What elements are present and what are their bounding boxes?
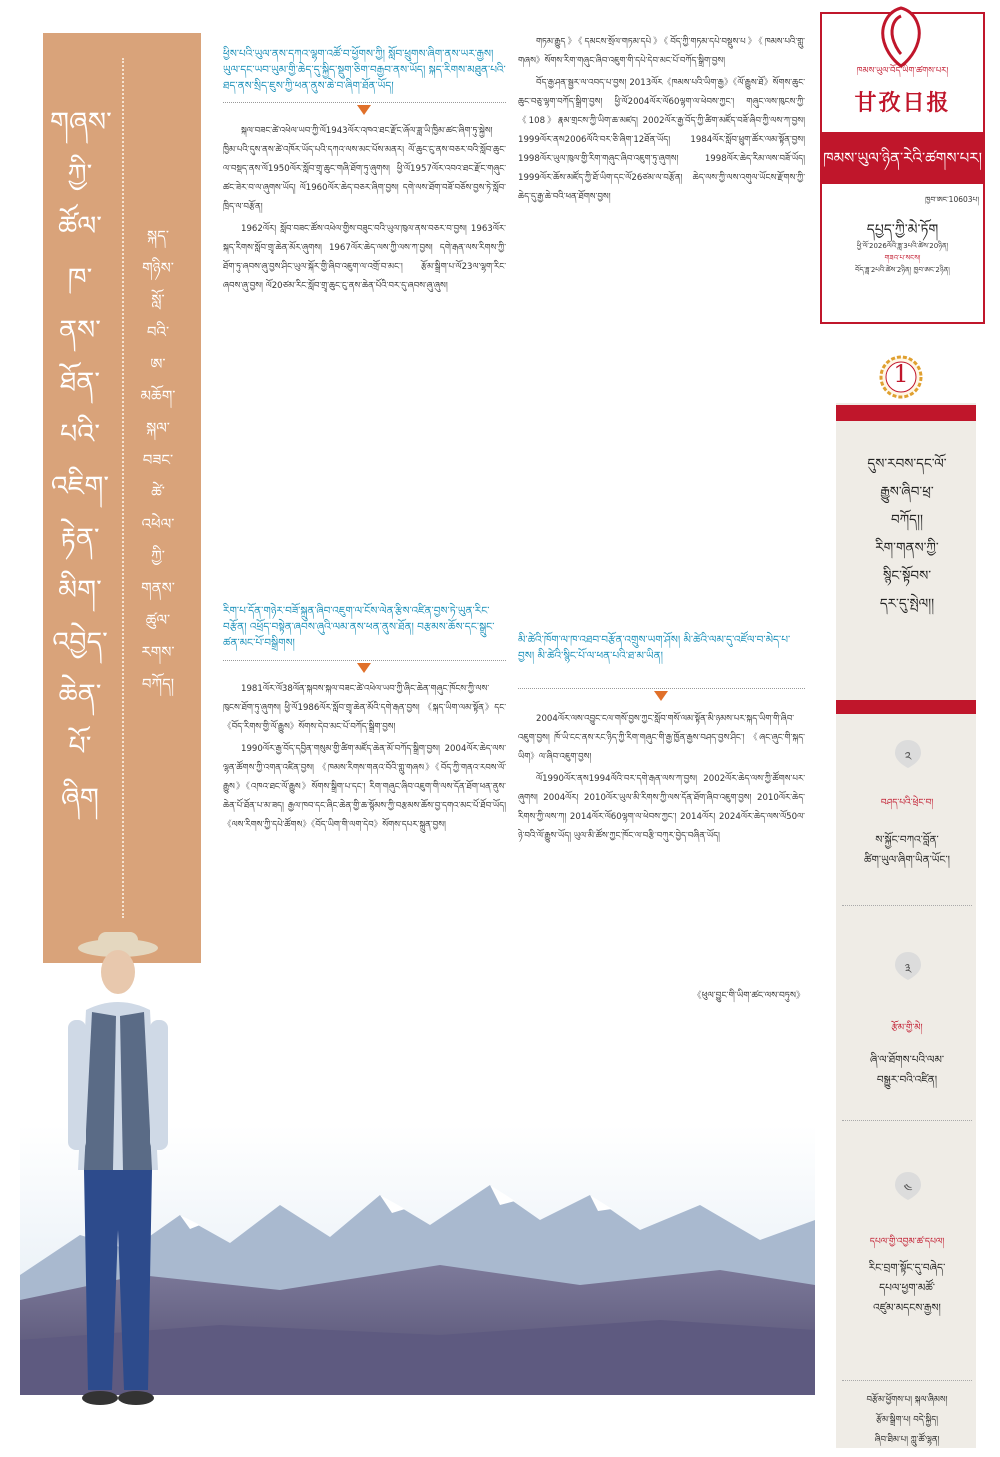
subtitle-syllable: ཚུལ་ [145,611,171,629]
sidebar-divider [842,1120,972,1121]
headline-syllable: ཞིག [61,783,99,814]
headline-syllable: ཆེན་ [58,679,102,710]
section-subheading: མི་ཚེའི་ཁོག་ལ་ཁ་འཐབ་བརྩོན་འགྲུས་ཡག་ཤོས། མི་ཚེའི་ལམ་དུ་འཛོལ་བ་མེད་པ་བྱས། མི་ཚེའི་སྙིང་པོ་ལ་ཕན་པའི་ཐ་མ་ཡིན། [518,634,791,662]
section-marker-icon [654,691,668,701]
sidebar-item-label: བཤད་པའི་ཕྲེང་བ། [880,798,934,808]
sidebar-item-label: དཔལ་གྱི་འབྱམ་ཚ་དཔལ། [869,1237,945,1247]
paragraph: 1990ལོར་རྒྱ་བོད་དབྱིན་གསུམ་གྱི་ཚིག་མཛོད་ཆེན་མོ་བཀོད་སྒྲིག་བྱས། 2004ལོར་ཆེད་ལས་ལྷན་ཚོགས་ཀྱི་འགན་འཛིན་བྱས། 《ཁམས་རིགས་གནའ་བོའི་གླུ་གཞས》《བོད་ཀྱི་གནའ་རབས་ལོ་རྒྱུས》《འཁའ་ཐང་ལོ་རྒྱུས》སོགས་སྒྲིག་པ་དང་། རིག་གཞུང་ཞིབ་འཇུག་གི་ལས་དོན་ཐོག་ཕན་ནུས་ཆེན་པོ་ཐོན་པ་མ་ཟད། རྒྱལ་ཁབ་དང་ཞིང་ཆེན་གྱི་ཆ་སྙོམས་ཀྱི་བརྩམས་ཆོས་བྱ་དགའ་མང་པོ་ཐོབ་ཡོད། 《ལས་རིགས་ཀྱི་དཔེ་ཚོགས》《བོད་ཡིག་གི་ལག་དེབ》སོགས་དཔར་སྐྲུན་བྱས། [223,744,506,830]
headline-syllable: གཞས་ [50,107,112,138]
paragraph: 2004ལོར་ལས་འབྱུང་ངལ་གསོ་བྱས་ཀྱང་སློབ་གསོ་ལམ་སྟོན་མི་ཉམས་པར་སྐད་ཡིག་གི་ཞིབ་འཇུག་བྱས། ཁོ་ཡི་ངང་ནས་རང་ཉིད་ཀྱི་རིག་གཞུང་གི་རྒྱ་ཁྱོན་རྒྱས་བཤད་བྱས་ཤིང་། 《ཞང་ཞུང་གི་སྐད་ཡིག》ལ་ཞིབ་འཇུག་བྱས། [518,714,805,762]
conch-emblem-icon [874,6,928,68]
item-line: ཚིག་ཡུལ་ཞིག་ཡིན་ཡོང་། [864,854,950,866]
subtitle-syllable: གནས་ [141,579,175,597]
subtitle-syllable: རགས་ [141,643,175,661]
subtitle-syllable: ཚེ་ [151,483,165,501]
section-marker-icon [357,663,371,673]
sidebar-item-headline[interactable] [842,830,972,870]
subhead-divider [223,660,506,661]
sidebar-item-headline[interactable] [842,1258,972,1318]
sidebar-item-number: ༢ [904,750,912,765]
masthead-meta [826,240,979,276]
headline-syllable: རྟེན་ [60,523,100,554]
subtitle-syllable: སྐད་ [147,227,169,245]
section-name: དཔྱད་ཀྱི་མེ་ཏོག [866,222,939,238]
vertical-headline [50,98,110,826]
sidebar-divider [842,1380,972,1381]
headline-syllable: ཐོན་ [60,367,100,398]
date-line: ཕྱི་ལོ་2026ལོའི་ཟླ་3པའི་ཚེས་20ཉིན། [856,242,949,250]
subtitle-syllable: ཨ་ [150,355,166,373]
paragraph: བོད་རྒྱ་ཤན་སྦྱར་ལ་འབད་པ་བྱས། 2013ལོར《ཁམས་པའི་ཡིག་རྒྱ》《ལོ་རྒྱུས་ཐོ》སོགས་ཆུང་ཆུང་བཅུ་ལྷག་བཀོད་སྒྲིག་བྱས། ཕྱི་ལོ2004ལོར་ལོ60ལྷག་ལ་ཕེབས་ཀྱང་། གཞུང་ལས་ཁུངས་ཀྱི་《108》རྣམ་གྲངས་ཀྱི་ཡིག་ཆ་མཛད། 2002ལོར་རྒྱ་བོད་ཀྱི་ཚིག་མཛོད་བཟོ་ཞིབ་ཀྱི་ལས་ཀ་བྱས། 1999ལོར་ནས2006ལོའི་བར་ཅི་ཞིག་12ཐོན་ཡོད། 1984ལོར་སློབ་ཕྲུག་ཚོར་ལམ་སྟོན་བྱས། 1998ལོར་ཡུལ་ཁུལ་གྱི་རིག་གཞུང་ཞིབ་འཇུག་ཏུ་ཞུགས། 1998ལོར་ཆེད་རིམ་ལས་བཟོ་ཡོད། 1999ལོར་ཆོས་མཛོད་ཀྱི་ཐོ་ཡིག་དང་ལོ26ཙམ་ལ་བརྩོན། ཆེད་ལས་ཀྱི་ལས་འགུལ་ཡོངས་རྫོགས་ཀྱི་ཆེད་དུ་རྒྱ་ཆེ་བའི་ཕན་ཐོགས་བྱས། [518,78,805,202]
title-line: སྙིང་སྟོབས་ [882,568,932,584]
article-column-2-bottom [518,710,805,982]
paragraph: 1962ལོར། སློབ་བཟང་ཚོས་འཕེལ་གྱིས་བཟུང་བའི་ཡུལ་ཁུལ་ནས་བཅར་བ་བྱས། 1963ལོར་སྐད་རིགས་སློབ་གྲྭ་ཆེན་མོར་ཞུགས། 1967ལོར་ཆེད་ལས་ཀྱི་ལས་ཀ་བྱས། དགེ་རྒན་ལས་རིགས་ཀྱི་ཐོག་ཏུ་ཞབས་ཞུ་བྱས་ཤིང་ཡུལ་སྐོར་གྱི་ཞིབ་འཇུག་ལ་འགྲོ་བ་མང་། རྩོམ་སྒྲིག་པ་ལོ23ལ་ལྷག་རིང་ཞབས་ཞུ་བྱས། ལོ20ཙམ་རིང་སློབ་གྲྭ་ཆུང་ངུ་ནས་ཆེན་པོའི་བར་དུ་ཞབས་ཞུ་ཞུས། [223,224,506,291]
article-column-1-top [223,122,506,594]
subtitle-syllable: ཀྱི་ [151,547,165,565]
credit-line: ཞིབ་ཐིམ་པ། ཀླུ་ཚོ་ལྷན། [874,1435,940,1445]
headline-syllable: ཀྱི་ [67,159,93,190]
subtitle-syllable: བཟང་ [142,451,174,469]
issue-number: ཁྱབ་ཨང་10603པ། [925,195,979,204]
sidebar-item-headline[interactable] [842,1050,972,1090]
tibetan-date-line: བོད་ཟླ་2པའི་ཚེས་2ཉིན། ཁྱབ་ཨང་2ཉིན། [855,266,950,274]
section-marker-icon [357,105,371,115]
item-line: རིང་བྲག་སྟོང་དུ་བཞེད་ [868,1262,946,1274]
vertical-subtitle [131,220,185,700]
headline-syllable: པའི་ [60,419,100,450]
sidebar-divider [842,905,972,906]
masthead-arc-text: ཁམས་ཡུལ་བོད་ཡིག་ཚགས་པར། [856,66,949,76]
title-line: རྒྱུས་ཞིབ་ཕྲ་ [880,484,934,500]
title-line: རིག་གནས་ཀྱི་ [875,540,939,556]
subtitle-syllable: བཀོད། [141,675,175,693]
subtitle-syllable: གཉིས་ [142,259,174,277]
intro-divider [223,102,506,103]
sidebar-feature-title [842,450,972,618]
section-subheading: རིག་པ་དོན་གཉེར་བཟོ་སྐྲུན་ཞིབ་འཇུག་ལ་ངོས་ལེན་རྩིས་འཛིན་བྱས་ཏེ་ཡུན་རིང་བརྩོན། འཕྲོད་བསྟེན་ཞབས་ཞུའི་ལམ་ནས་ཕན་ནུས་ཐོན། བརྩམས་ཆོས་དང་སྒྲུང་ཚན་མང་པོ་བསྒྲིགས། [223,605,495,649]
sidebar-item-label: རྩོམ་གྱི་མེ། [891,1023,923,1033]
headline-syllable: མིག་ [58,575,102,606]
headline-syllable: པོ་ [68,731,92,762]
article-column-1-bottom [223,680,506,1005]
title-line: དུས་རབས་དང་ལོ་ [867,456,947,472]
headline-syllable: ཁ་ [67,263,93,294]
article-intro: ཕྱིས་པའི་ཡུལ་ནས་དཀའ་ལྷག་འཚོ་བ་ཕྱོགས་ཀྱི། སློབ་ཕྲུགས་ཞིག་ནས་ཡར་རྒྱས། ཡུལ་དང་ཡབ་ཡུམ་གྱི་ཆེད་དུ་སྐྱིད་སྡུག་ཅིག་བརྒྱབ་ནས་ཡོད། སྐད་རིགས་མཐུན་པའི་ཐད་ནས་སྲིད་ཇུས་ཀྱི་ཕན་ནུས་ཆེ་བ་ཞིག་ཐོན་ཡོད། [223,48,506,92]
sidebar-item-number: ༤ [903,1182,913,1197]
portrait-photo [58,930,178,1415]
paragraph: གཏམ་རྒྱུད》《དམངས་སྲོལ་གཏམ་དཔེ》《བོད་ཀྱི་གཏམ་དཔེ་བསྡུས་པ》《ཁམས་པའི་གླུ་གཞས》སོགས་རིག་གཞུང་ཞིབ་འཇུག་གི་དཔེ་དེབ་མང་པོ་བཀོད་སྒྲིག་བྱས། [518,37,805,66]
article-signature: 《ཕུལ་བྱུང་གི་ཡིག་ཚང་ལས་བཏུས》 [692,991,805,1001]
masthead-logo: 甘孜日报 [854,90,951,116]
weekday-line: གཟའ་པ་སངས། [884,254,921,262]
page-number: 1 [893,360,909,388]
paragraph: སྐལ་བཟང་ཚེ་འཕེལ་ཡབ་ཀྱི་ལོ1943ལོར་འཁའ་ཐང་རྫོང་ཞོལ་ཟླ་ཡི་ཁྱིམ་ཚང་ཞིག་ཏུ་སྐྱེས། ཁྱིམ་པའི་དུས་ནས་ཚེ་འཁོར་ཡོད་པའི་དཀའ་ལས་མང་པོས་མནར། ལོ་ཆུང་ངུ་ནས་བཅར་བའི་སློབ་ཆུང་ལ་བསྡད་ནས་ལོ1950ལོར་སློབ་གྲྭ་ཆུང་གཞི་ཐོག་ཏུ་ཞུགས། ཕྱི་ལོ1957ལོར་འབའ་ཐང་རྫོང་གཞུང་ཚང་ཟེར་བ་ལ་ཞུགས་ཡོད། ལོ1960ལོར་ཆེད་བཅར་ཞིག་བྱས། དགེ་ལས་ཐོག་བཟོ་བཅོས་བྱས་ཏེ་སློབ་ཁྲིད་ལ་བརྩོན། [223,126,506,212]
subhead-divider [518,688,805,689]
editorial-credits [842,1390,972,1450]
sidebar-ribbon [836,405,976,421]
sidebar-item-number: ༣ [904,962,912,977]
credit-line: བརྩོམ་ཕྱོགས་པ། སྐལ་ཞིམས། [866,1395,948,1405]
item-line: དཔལ་ཕྱག་མཚོ་ [879,1282,935,1294]
credit-line: རྩོམ་སྒྲིག་པ། བདེ་སྐྱིད། [875,1415,939,1425]
subtitle-syllable: སློ་ [151,291,165,309]
item-line: ས་སྐྱོང་བཀའ་བློན་ [875,834,939,846]
item-line: ཞི་ལ་ཐོགས་པའི་ལམ་ [869,1054,945,1066]
title-line: དར་དུ་སྤེལ།། [879,596,935,612]
headline-syllable: ཚོལ་ [58,211,102,242]
article-column-2-top [518,33,805,618]
masthead-title-bar: ཁམས་ཡུལ་ཉིན་རེའི་ཚགས་པར། [822,132,983,184]
subtitle-syllable: འཕེལ་ [141,515,175,533]
title-line: བཀོད།། [891,512,923,528]
headline-syllable: འབྱེད་ [52,627,108,658]
banner-dotted-divider [122,58,124,918]
paragraph: ལོ1990ལོར་ནས1994ལོའི་བར་དགེ་རྒན་ལས་ཀ་བྱས། 2002ལོར་ཆེད་ལས་ཀྱི་ཚོགས་པར་ཞུགས། 2004ལོར། 2010ལོར་ཡུལ་མི་རིགས་ཀྱི་ལས་དོན་ཐོག་ཞིབ་འཇུག་བྱས། 2010ལོར་ཆེད་རིགས་ཀྱི་ལས་ཀ། 2014ལོར་ལོ60ལྷག་ལ་ཕེབས་ཀྱང་། 2014ལོར། 2024ལོར་ཆེད་ལས་ལོ50ལ་ཉེ་བའི་ལོ་རྒྱུས་ཡོད། ཡུལ་མི་ཚོས་ཀྱང་ཁོང་ལ་བརྩི་བཀུར་བྱེད་བཞིན་ཡོད། [518,774,805,841]
headline-syllable: འཇིག་ [50,471,110,502]
item-line: བསྒྱུར་བའི་འཛིན། [876,1074,938,1086]
subtitle-syllable: སྐལ་ [146,419,170,437]
sidebar-ribbon [836,700,976,714]
item-line: འཛུམ་མདངས་རྒྱས། [873,1302,941,1314]
headline-syllable: ནས་ [59,315,101,346]
subtitle-syllable: བའི་ [146,323,170,341]
subtitle-syllable: མཆོག་ [140,387,176,405]
paragraph: 1981ལོར་ལོ38ལོན་སྐབས་སྐལ་བཟང་ཚེ་འཕེལ་ཡབ་ཀྱི་ཞིང་ཆེན་གཞུང་ཁོངས་ཀྱི་ལས་ཁུངས་ཐོག་ཏུ་ཞུགས། ཕྱི་ལོ1986ལོར་སློབ་གྲྭ་ཆེན་མོའི་དགེ་རྒན་བྱས། 《སྐད་ཡིག་ལམ་སྟོན》དང་《བོད་རིགས་གྱི་ལོ་རྒྱུས》སོགས་དེབ་མང་པོ་བཀོད་སྒྲིག་བྱས། [223,684,506,732]
